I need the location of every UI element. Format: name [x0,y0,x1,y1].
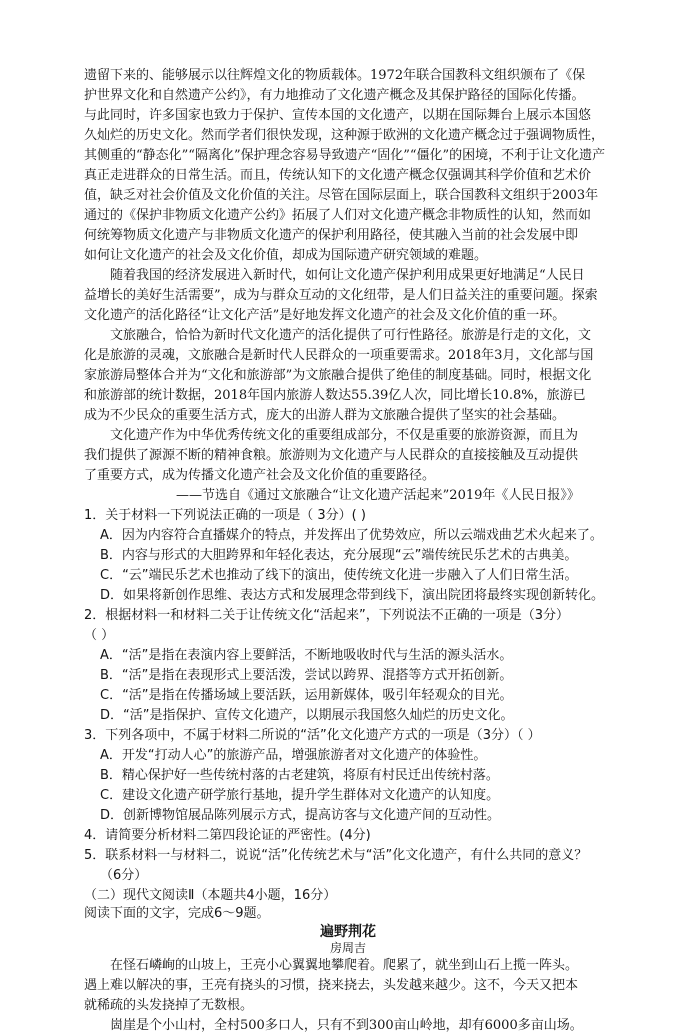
option-b: B．“活”是指在表现形式上要活泼，尝试以跨界、混搭等方式开拓创新。 [100,668,513,683]
text-line: 与此同时，许多国家也致力于保护、宣传本国的文化遗产，以期在国际舞台上展示本国悠 [84,108,592,123]
option-b: B．内容与形式的大胆跨界和年轻化表达，充分展现“云”端传统民乐艺术的古典美。 [100,548,578,563]
question-1 [84,506,612,606]
question-4: 4．请简要分析材料二第四段论证的严密性。(4分) [84,828,371,843]
text-line: 文化遗产作为中华优秀传统文化的重要组成部分，不仅是重要的旅游资源，而且为 [110,428,579,443]
question-stem: 3．下列各项中，不属于材料二所说的“活”化文化遗产方式的一项是（3分）（ ） [84,728,541,743]
question-stem: 1．关于材料一下列说法正确的一项是（ 3分）( ) [84,508,366,523]
material-paragraph-4 [84,426,612,486]
text-line: 值，缺乏对社会价值及文化价值的关注。尽管在国际层面上，联合国教科文组织于2003年 [84,188,599,203]
text-line: 在怪石嶙峋的山坡上，王亮小心翼翼地攀爬着。爬累了，就坐到山石上揽一阵头。 [110,958,579,973]
text-line: 遗留下来的、能够展示以往辉煌文化的物质载体。1972年联合国教科文组织颁布了《保 [84,68,586,83]
option-a: A．因为内容符合直播媒介的特点，并发挥出了优势效应，所以云端戏曲艺术火起来了。 [100,528,603,543]
text-line: 就稀疏的头发挠掉了无数根。 [84,998,254,1013]
option-c: C．建设文化遗产研学旅行基地，提升学生群体对文化遗产的认知度。 [100,788,500,803]
question-3 [84,726,612,826]
text-line: 其侧重的“静态化”“隔离化”保护理念容易导致遗产“固化”“僵化”的困境，不利于让文化遗产 [84,148,606,163]
option-c: C．“活”是指在传播场域上要活跃，运用新媒体，吸引年轻观众的目光。 [100,688,513,703]
text-line: 护世界文化和自然遗产公约》，有力地推动了文化遗产概念及其保护路径的国际化传播。 [84,88,585,103]
text-line: 益增长的美好生活需要”，成为与群众互动的文化纽带，是人们日益关注的重要问题。探索 [84,288,598,303]
text-line: 我们提供了源源不断的精神食粮。旅游则为文化遗产与人民群众的直接接触及互动提供 [84,448,579,463]
text-line: 文旅融合，恰恰为新时代文化遗产的活化提供了可行性路径。旅游是行走的文化，文 [110,328,592,343]
option-a: A．“活”是指在表演内容上要鲜活，不断地吸收时代与生活的源头活水。 [100,648,513,663]
text-line: 化是旅游的灵魂，文旅融合是新时代人民群众的一项重要需求。2018年3月，文化部与国 [84,348,594,363]
text-line: 家旅游局整体合并为“文化和旅游部”为文旅融合提供了绝佳的制度基础。同时，根据文化 [84,368,592,383]
question-score: （6分） [100,868,148,883]
question-2 [84,606,612,726]
section-heading: （二）现代文阅读Ⅱ（本题共4小题，16分） [84,888,337,903]
option-c: C．“云”端民乐艺术也推动了线下的演出，使传统文化进一步融入了人们日常生活。 [100,568,578,583]
story-title: 遍野荆花 [320,924,376,940]
option-d: D．创新博物馆展品陈列展示方式，提高访客与文化遗产间的互动性。 [100,808,501,823]
text-line: 了重要方式，成为传播文化遗产社会及文化价值的重要路径。 [84,468,436,483]
section-instruction: 阅读下面的文字，完成6～9题。 [84,906,270,921]
text-line: 真正走进群众的日常生活。而且，传统认知下的文化遗产概念仅强调其科学价值和艺术价 [84,168,592,183]
text-line: 何统筹物质文化遗产与非物质文化遗产的保护利用路径，使其融入当前的社会发展中即 [84,228,579,243]
question-stem: 5．联系材料一与材料二，说说“活”化传统艺术与“活”化文化遗产，有什么共同的意义？ [84,848,588,863]
material-paragraph-3 [84,326,612,426]
option-d: D．“活”是指保护、宣传文化遗产，以期展示我国悠久灿烂的历史文化。 [100,708,514,723]
material-paragraph-2 [84,266,612,326]
answer-paren: （ ） [84,628,115,643]
option-d: D．如果将新创作思维、表达方式和发展理念带到线下，演出院团将最终实现创新转化。 [100,588,605,603]
question-stem: 2．根据材料一和材料二关于让传统文化“活起来”，下列说法不正确的一项是（3分） [84,608,570,623]
text-line: 成为不少民众的重要生活方式，庞大的出游人群为文旅融合提供了坚实的社会基础。 [84,408,566,423]
source-citation: ——节选自《通过文旅融合“让文化遗产活起来”2019年《人民日报》》 [176,488,580,503]
option-b: B．精心保护好一些传统村落的古老建筑，将原有村民迁出传统村落。 [100,768,499,783]
text-line: 随着我国的经济发展进入新时代，如何让文化遗产保护利用成果更好地满足“人民日 [110,268,585,283]
story-paragraph-1 [84,956,612,1033]
story-author: 房周吉 [329,941,366,955]
option-a: A．开发“打动人心”的旅游产品，增强旅游者对文化遗产的体验性。 [100,748,487,763]
text-line: 如何让文化遗产的社会及文化价值，却成为国际遗产研究领域的难题。 [84,248,488,263]
question-5 [84,846,612,886]
text-line: 久灿烂的历史文化。然而学者们很快发现，这种源于欧洲的文化遗产概念过于强调物质性， [84,128,605,143]
text-line: 通过的《保护非物质文化遗产公约》拓展了人们对文化遗产概念非物质性的认知，然而如 [84,208,592,223]
text-line: 崮崖是个小山村，全村500多口人，只有不到300亩山岭地，却有6000多亩山场。 [110,1018,583,1033]
material-paragraph-1 [84,66,612,266]
text-line: 文化遗产的活化路径“让文化产活”是好地发挥文化遗产的社会及文化价值的重一环。 [84,308,566,323]
text-line: 遇上难以解决的事，王亮有挠头的习惯，挠来挠去，头发越来越少。这不，今天又把本 [84,978,579,993]
text-line: 和旅游部的统计数据，2018年国内旅游人数达55.39亿人次，同比增长10.8%，旅游已 [84,388,586,403]
